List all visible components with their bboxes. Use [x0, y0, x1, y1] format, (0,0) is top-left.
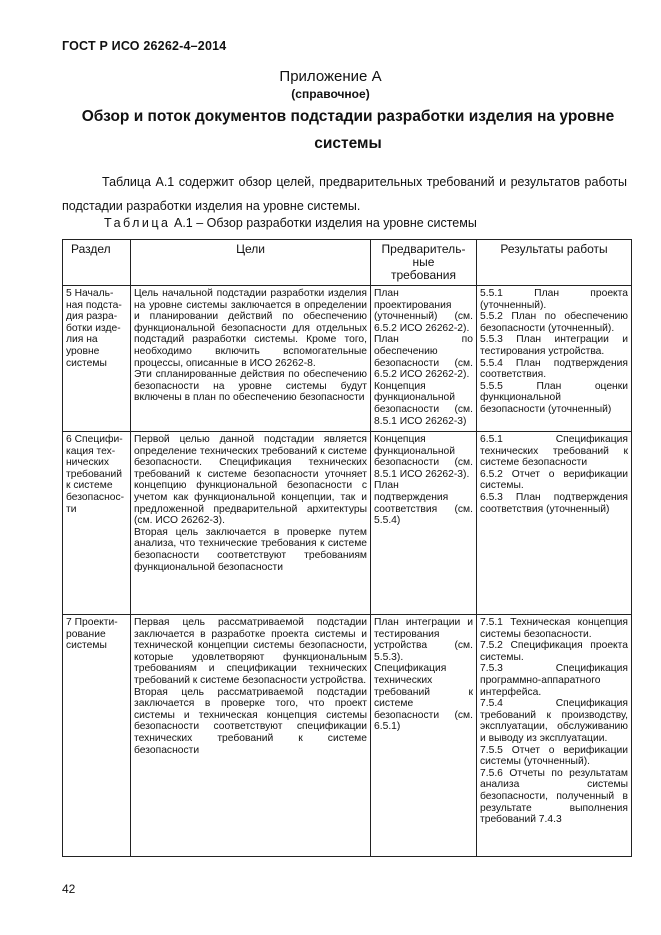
appendix-subtitle: (справочное)	[291, 87, 370, 101]
table-caption	[104, 216, 477, 230]
cell-prereq: План проектирования (уточненный) (см. 6.5.2 ИСО 26262-2). План по обеспечению безопасности (см. 6.5.2 ИСО 26262-2). Концепция функциональной безопасности (см. 8.5.1 ИСО 26262-3)	[371, 286, 477, 432]
cell-goals: Первой целью данной подстадии является определение технических требований к системе безопасности. Спецификация технических требований к системе безопасности уточняет концепцию функциональной безопасности с учетом как функциональной концепции, так и предложенной предварительной архитектуры (см. ИСО 26262-3). Вторая цель заключается в проверке путем анализа, что технические требования к системе безопасности соответствуют требованиям функциональной безопасности	[131, 432, 371, 615]
standard-header: ГОСТ Р ИСО 26262-4–2014	[62, 39, 227, 53]
table-header-row	[63, 240, 632, 286]
appendix-heading-line-2: системы	[314, 135, 382, 152]
table-row	[63, 432, 632, 615]
page-number: 42	[62, 882, 76, 896]
caption-text: – Обзор разработки изделия на уровне системы	[196, 216, 477, 230]
header-prerequisites: Предваритель- ные требования	[371, 240, 477, 286]
caption-number: А.1	[174, 216, 193, 230]
cell-goals: Первая цель рассматриваемой подстадии заключается в разработке проекта системы и технической концепции системы безопасности, которые удовлетворяют функциональным требованиям и спецификации технических требований к системе безопасности устройства. Вторая цель рассматриваемой подстадии заключается в проверке того, что проект системы и техническая концепция системы безопасности соответствуют спецификации технических требований к системе безопасности	[131, 615, 371, 857]
header-results: Результаты работы	[477, 240, 632, 286]
cell-results: 7.5.1 Техническая концепция системы безопасности. 7.5.2 Спецификация проекта системы. 7.5.3 Спецификация программно-аппаратного интерфейса. 7.5.4 Спецификация требований к производству, эксплуатации, обслуживанию и выводу из эксплуатации. 7.5.5 Отчет о верификации системы (уточненный). 7.5.6 Отчеты по результатам анализа системы безопасности, полученный в результате выполнения требований 7.4.3	[477, 615, 632, 857]
appendix-heading	[62, 103, 634, 157]
intro-paragraph: Таблица А.1 содержит обзор целей, предварительных требований и результатов работы подстадии разработки изделия на уровне системы.	[62, 175, 627, 213]
cell-prereq: План интеграции и тестирования устройства (см. 5.5.3). Спецификация технических требований к системе безопасности (см. 6.5.1)	[371, 615, 477, 857]
cell-goals: Цель начальной подстадии разработки изделия на уровне системы заключается в определении и планировании действий по обеспечению функциональной безопасности для отдельных подстадий разработки системы. Кроме того, необходимо включить вспомогательные процессы, описанные в ИСО 26262-8. Эти спланированные действия по обеспечению безопасности на уровне системы будут включены в план по обеспечению безопасности	[131, 286, 371, 432]
cell-section: 5 Началь- ная подста- дия разра- ботки изде- лия на уровне системы	[63, 286, 131, 432]
cell-results: 5.5.1 План проекта (уточненный). 5.5.2 План по обеспечению безопасности (уточненный). 5.5.3 План интеграции и тестирования устройства. 5.5.4 План подтверждения соответствия. 5.5.5 План оценки функциональной безопасности (уточненный)	[477, 286, 632, 432]
cell-section: 6 Специфи- кация тех- нических требований к системе безопаснос- ти	[63, 432, 131, 615]
cell-section: 7 Проекти- рование системы	[63, 615, 131, 857]
table-row	[63, 615, 632, 857]
table-row	[63, 286, 632, 432]
appendix-title: Приложение А	[279, 68, 382, 85]
cell-results: 6.5.1 Спецификация технических требований к системе безопасности 6.5.2 Отчет о верификации системы. 6.5.3 План подтверждения соответствия (уточненный)	[477, 432, 632, 615]
header-goals: Цели	[131, 240, 371, 286]
overview-table	[62, 239, 632, 857]
cell-prereq: Концепция функциональной безопасности (см. 8.5.1 ИСО 26262-3). План подтверждения соответствия (см. 5.5.4)	[371, 432, 477, 615]
header-section: Раздел	[63, 240, 131, 286]
appendix-heading-line-1: Обзор и поток документов подстадии разработки изделия на уровне	[81, 108, 615, 125]
caption-label: Таблица	[104, 216, 171, 230]
